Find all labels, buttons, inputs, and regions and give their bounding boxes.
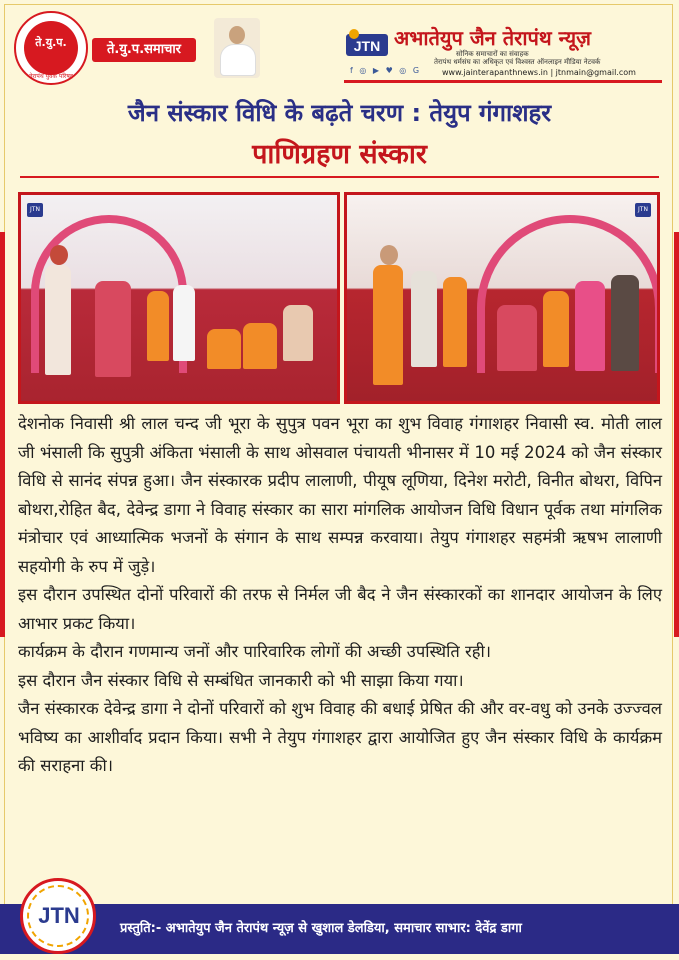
guest-figure — [147, 291, 169, 361]
jtn-logo-icon — [346, 28, 388, 60]
right-accent-bar — [674, 232, 679, 637]
article-paragraph: इस दौरान जैन संस्कार विधि से सम्बंधित जानकारी को भी साझा किया गया। — [18, 670, 464, 690]
footer-bar — [0, 904, 679, 954]
article-paragraph: देशनोक निवासी श्री लाल चन्द जी भूरा के सुपुत्र पवन भूरा का शुभ विवाह गंगाशहर निवासी स्व. मोती लाल जी भंसाली कि सुपुत्री अंकिता भंसाली के साथ ओसवाल पंचायती भीनासर में 10 मई 2024 को जैन संस्कार विधि से सानंद संपन्न हुआ। जैन संस्कारक प्रदीप लालाणी, पीयूष लूणिया, दिनेश मरोटी, विनीत बोथरा, विपिन बोथरा,रोहित बैद, देवेन्द्र डागा ने विवाह संस्कार का सारा मांगलिक आयोजन विधि विधान पूर्वक तथा मांगलिक मंत्रोचार एवं आध्यात्मिक भजनों के संगान के साथ सम्पन्न करवाया। तेयुप गंगाशहर सहमंत्री ऋषभ लालाणी सहयोगी के रुप में जुड़े। — [18, 414, 662, 576]
guest-head — [380, 245, 398, 265]
guest-figure — [443, 277, 467, 367]
guest-figure — [611, 275, 639, 371]
ceremony-photo-1 — [18, 192, 340, 404]
seated-figure — [207, 329, 241, 369]
guest-figure — [373, 265, 403, 385]
headline: जैन संस्कार विधि के बढ़ते चरण : तेयुप गंगाशहर — [127, 99, 552, 127]
website-link[interactable]: www.jainterapanthnews.in | jtnmain@gmail.com — [442, 68, 636, 77]
subheadline: पाणिग्रहण संस्कार — [252, 139, 427, 170]
article-paragraph: कार्यक्रम के दौरान गणमान्य जनों और पारिवारिक लोगों की अच्छी उपस्थिति रही। — [18, 642, 492, 661]
guest-figure — [411, 271, 437, 367]
guest-figure — [173, 285, 195, 361]
typ-logo — [14, 11, 88, 85]
brand-title: अभातेयुप जैन तेरापंथ न्यूज़ — [394, 26, 591, 50]
header — [0, 0, 679, 92]
guest-figure — [575, 281, 605, 371]
footer-credit: प्रस्तुति:- अभातेयुप जैन तेरापंथ न्यूज़ से खुशाल डेलडिया, समाचार साभार: देवेंद्र डागा — [120, 921, 522, 936]
seated-figure — [243, 323, 277, 369]
guest-figure — [283, 305, 313, 361]
portrait-body — [220, 44, 256, 76]
portrait-head — [229, 26, 245, 44]
photo-stamp: JTN — [27, 203, 43, 217]
article-paragraph: इस दौरान उपस्थित दोनों परिवारों की तरफ से निर्मल जी बैद ने जैन संस्कारकों का शानदार आयोजन के लिए आभार प्रकट किया। — [18, 585, 662, 633]
typ-logo-emblem — [24, 21, 78, 75]
article-paragraph: जैन संस्कारक देवेन्द्र डागा ने दोनों परिवारों को शुभ विवाह की बधाई प्रेषित की और वर-वधु को उनके उज्ज्वल भविष्य का आशीर्वाद प्रदान किया। सभी ने तेयुप गंगाशहर द्वारा आयोजित हुए जैन संस्कार विधि के कार्यक्रम की सराहना की। — [18, 699, 662, 775]
jtn-logo-text: JTN — [353, 38, 381, 54]
bride-figure — [95, 281, 131, 377]
footer-logo-text: JTN — [38, 903, 80, 928]
groom-head — [50, 245, 68, 265]
left-accent-bar — [0, 232, 5, 637]
acharya-portrait — [214, 18, 260, 78]
brand-subtitle-2: तेरापंथ धर्मसंघ का अधिकृत एवं विश्वस्त ऑनलाइन मीडिया नेटवर्क — [434, 58, 601, 66]
social-icons[interactable]: f ◎ ▶ ♥ ◎ G — [350, 66, 422, 75]
brand-block — [344, 26, 662, 83]
groom-figure — [45, 265, 71, 375]
footer-jtn-logo — [20, 878, 96, 954]
guest-figure — [543, 291, 569, 367]
typ-logo-text: ते.यु.प. — [35, 36, 67, 49]
brand-subtitle: सोनिक समाचारों का संवाहक — [456, 50, 529, 58]
title-divider — [20, 176, 659, 178]
news-tag: ते.यु.प.समाचार — [92, 38, 196, 62]
typ-logo-caption: तेरापंथ युवक परिषद — [29, 73, 73, 80]
article-body — [18, 410, 662, 781]
photo-stamp: JTN — [635, 203, 651, 217]
ceremony-photo-2 — [344, 192, 660, 404]
bride-figure — [497, 305, 537, 371]
